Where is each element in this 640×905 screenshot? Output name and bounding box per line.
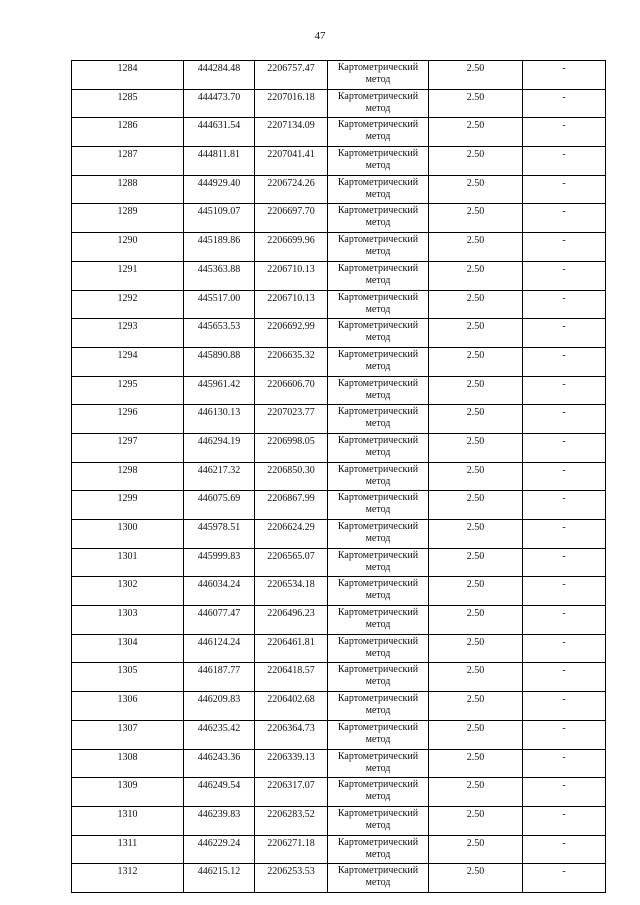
table-row xyxy=(72,491,606,520)
x-coordinate-cell: 445978.51 xyxy=(184,520,255,549)
method-cell: Картометрический метод xyxy=(328,606,429,635)
y-coordinate-cell: 2206624.29 xyxy=(255,520,328,549)
x-coordinate-cell: 445189.86 xyxy=(184,233,255,262)
x-coordinate-cell: 445999.83 xyxy=(184,548,255,577)
table-row xyxy=(72,290,606,319)
x-coordinate-cell: 446075.69 xyxy=(184,491,255,520)
coordinates-table-body xyxy=(72,61,606,893)
x-coordinate-cell: 446130.13 xyxy=(184,405,255,434)
x-coordinate-cell: 444631.54 xyxy=(184,118,255,147)
point-number-cell: 1284 xyxy=(72,61,184,90)
point-number-cell: 1289 xyxy=(72,204,184,233)
y-coordinate-cell: 2206692.99 xyxy=(255,319,328,348)
table-row xyxy=(72,778,606,807)
note-cell: - xyxy=(523,405,606,434)
note-cell: - xyxy=(523,778,606,807)
accuracy-cell: 2.50 xyxy=(429,204,523,233)
method-cell: Картометрический метод xyxy=(328,118,429,147)
method-cell: Картометрический метод xyxy=(328,634,429,663)
method-cell: Картометрический метод xyxy=(328,806,429,835)
y-coordinate-cell: 2206635.32 xyxy=(255,347,328,376)
method-cell: Картометрический метод xyxy=(328,347,429,376)
point-number-cell: 1307 xyxy=(72,720,184,749)
table-row xyxy=(72,204,606,233)
method-cell: Картометрический метод xyxy=(328,835,429,864)
note-cell: - xyxy=(523,118,606,147)
y-coordinate-cell: 2206757.47 xyxy=(255,61,328,90)
method-cell: Картометрический метод xyxy=(328,261,429,290)
point-number-cell: 1288 xyxy=(72,175,184,204)
accuracy-cell: 2.50 xyxy=(429,347,523,376)
x-coordinate-cell: 446034.24 xyxy=(184,577,255,606)
note-cell: - xyxy=(523,290,606,319)
accuracy-cell: 2.50 xyxy=(429,61,523,90)
accuracy-cell: 2.50 xyxy=(429,806,523,835)
y-coordinate-cell: 2207134.09 xyxy=(255,118,328,147)
note-cell: - xyxy=(523,204,606,233)
note-cell: - xyxy=(523,548,606,577)
x-coordinate-cell: 444473.70 xyxy=(184,89,255,118)
method-cell: Картометрический метод xyxy=(328,520,429,549)
coordinates-table xyxy=(71,60,606,893)
point-number-cell: 1297 xyxy=(72,433,184,462)
point-number-cell: 1310 xyxy=(72,806,184,835)
note-cell: - xyxy=(523,233,606,262)
note-cell: - xyxy=(523,720,606,749)
point-number-cell: 1303 xyxy=(72,606,184,635)
method-cell: Картометрический метод xyxy=(328,491,429,520)
table-row xyxy=(72,261,606,290)
table-row xyxy=(72,577,606,606)
y-coordinate-cell: 2206867.99 xyxy=(255,491,328,520)
note-cell: - xyxy=(523,692,606,721)
table-row xyxy=(72,347,606,376)
accuracy-cell: 2.50 xyxy=(429,405,523,434)
y-coordinate-cell: 2206724.26 xyxy=(255,175,328,204)
table-row xyxy=(72,749,606,778)
point-number-cell: 1292 xyxy=(72,290,184,319)
table-row xyxy=(72,89,606,118)
method-cell: Картометрический метод xyxy=(328,233,429,262)
method-cell: Картометрический метод xyxy=(328,749,429,778)
y-coordinate-cell: 2206283.52 xyxy=(255,806,328,835)
y-coordinate-cell: 2206565.07 xyxy=(255,548,328,577)
x-coordinate-cell: 446217.32 xyxy=(184,462,255,491)
x-coordinate-cell: 446187.77 xyxy=(184,663,255,692)
y-coordinate-cell: 2206402.68 xyxy=(255,692,328,721)
note-cell: - xyxy=(523,606,606,635)
point-number-cell: 1305 xyxy=(72,663,184,692)
y-coordinate-cell: 2206710.13 xyxy=(255,290,328,319)
point-number-cell: 1295 xyxy=(72,376,184,405)
accuracy-cell: 2.50 xyxy=(429,89,523,118)
x-coordinate-cell: 445890.88 xyxy=(184,347,255,376)
table-row xyxy=(72,806,606,835)
x-coordinate-cell: 446124.24 xyxy=(184,634,255,663)
point-number-cell: 1285 xyxy=(72,89,184,118)
method-cell: Картометрический метод xyxy=(328,778,429,807)
method-cell: Картометрический метод xyxy=(328,319,429,348)
y-coordinate-cell: 2206339.13 xyxy=(255,749,328,778)
note-cell: - xyxy=(523,261,606,290)
point-number-cell: 1294 xyxy=(72,347,184,376)
note-cell: - xyxy=(523,806,606,835)
method-cell: Картометрический метод xyxy=(328,577,429,606)
point-number-cell: 1287 xyxy=(72,147,184,176)
y-coordinate-cell: 2206534.18 xyxy=(255,577,328,606)
x-coordinate-cell: 444929.40 xyxy=(184,175,255,204)
note-cell: - xyxy=(523,634,606,663)
method-cell: Картометрический метод xyxy=(328,433,429,462)
method-cell: Картометрический метод xyxy=(328,147,429,176)
table-row xyxy=(72,864,606,893)
accuracy-cell: 2.50 xyxy=(429,663,523,692)
accuracy-cell: 2.50 xyxy=(429,749,523,778)
note-cell: - xyxy=(523,835,606,864)
table-row xyxy=(72,720,606,749)
accuracy-cell: 2.50 xyxy=(429,491,523,520)
note-cell: - xyxy=(523,433,606,462)
note-cell: - xyxy=(523,61,606,90)
table-row xyxy=(72,692,606,721)
accuracy-cell: 2.50 xyxy=(429,175,523,204)
note-cell: - xyxy=(523,577,606,606)
method-cell: Картометрический метод xyxy=(328,89,429,118)
accuracy-cell: 2.50 xyxy=(429,261,523,290)
x-coordinate-cell: 446215.12 xyxy=(184,864,255,893)
point-number-cell: 1286 xyxy=(72,118,184,147)
accuracy-cell: 2.50 xyxy=(429,835,523,864)
y-coordinate-cell: 2206253.53 xyxy=(255,864,328,893)
y-coordinate-cell: 2206697.70 xyxy=(255,204,328,233)
table-row xyxy=(72,663,606,692)
note-cell: - xyxy=(523,319,606,348)
y-coordinate-cell: 2206710.13 xyxy=(255,261,328,290)
y-coordinate-cell: 2206998.05 xyxy=(255,433,328,462)
table-row xyxy=(72,233,606,262)
method-cell: Картометрический метод xyxy=(328,720,429,749)
point-number-cell: 1293 xyxy=(72,319,184,348)
point-number-cell: 1306 xyxy=(72,692,184,721)
note-cell: - xyxy=(523,147,606,176)
accuracy-cell: 2.50 xyxy=(429,634,523,663)
point-number-cell: 1309 xyxy=(72,778,184,807)
accuracy-cell: 2.50 xyxy=(429,577,523,606)
x-coordinate-cell: 445961.42 xyxy=(184,376,255,405)
x-coordinate-cell: 445653.53 xyxy=(184,319,255,348)
y-coordinate-cell: 2206418.57 xyxy=(255,663,328,692)
method-cell: Картометрический метод xyxy=(328,175,429,204)
method-cell: Картометрический метод xyxy=(328,61,429,90)
method-cell: Картометрический метод xyxy=(328,663,429,692)
x-coordinate-cell: 446243.36 xyxy=(184,749,255,778)
point-number-cell: 1308 xyxy=(72,749,184,778)
x-coordinate-cell: 444811.81 xyxy=(184,147,255,176)
accuracy-cell: 2.50 xyxy=(429,290,523,319)
point-number-cell: 1301 xyxy=(72,548,184,577)
x-coordinate-cell: 445517.00 xyxy=(184,290,255,319)
accuracy-cell: 2.50 xyxy=(429,376,523,405)
table-row xyxy=(72,376,606,405)
note-cell: - xyxy=(523,347,606,376)
y-coordinate-cell: 2206364.73 xyxy=(255,720,328,749)
accuracy-cell: 2.50 xyxy=(429,692,523,721)
accuracy-cell: 2.50 xyxy=(429,319,523,348)
table-row xyxy=(72,147,606,176)
note-cell: - xyxy=(523,491,606,520)
y-coordinate-cell: 2206271.18 xyxy=(255,835,328,864)
table-row xyxy=(72,175,606,204)
x-coordinate-cell: 446209.83 xyxy=(184,692,255,721)
table-row xyxy=(72,606,606,635)
point-number-cell: 1311 xyxy=(72,835,184,864)
note-cell: - xyxy=(523,864,606,893)
point-number-cell: 1296 xyxy=(72,405,184,434)
accuracy-cell: 2.50 xyxy=(429,548,523,577)
point-number-cell: 1312 xyxy=(72,864,184,893)
method-cell: Картометрический метод xyxy=(328,548,429,577)
y-coordinate-cell: 2206461.81 xyxy=(255,634,328,663)
note-cell: - xyxy=(523,89,606,118)
table-row xyxy=(72,405,606,434)
point-number-cell: 1290 xyxy=(72,233,184,262)
table-row xyxy=(72,634,606,663)
note-cell: - xyxy=(523,175,606,204)
x-coordinate-cell: 446077.47 xyxy=(184,606,255,635)
table-row xyxy=(72,462,606,491)
method-cell: Картометрический метод xyxy=(328,405,429,434)
accuracy-cell: 2.50 xyxy=(429,864,523,893)
table-row xyxy=(72,520,606,549)
method-cell: Картометрический метод xyxy=(328,376,429,405)
point-number-cell: 1300 xyxy=(72,520,184,549)
page-number: 47 xyxy=(314,30,326,42)
point-number-cell: 1302 xyxy=(72,577,184,606)
x-coordinate-cell: 446294.19 xyxy=(184,433,255,462)
point-number-cell: 1299 xyxy=(72,491,184,520)
table-row xyxy=(72,61,606,90)
x-coordinate-cell: 446249.54 xyxy=(184,778,255,807)
y-coordinate-cell: 2207023.77 xyxy=(255,405,328,434)
point-number-cell: 1298 xyxy=(72,462,184,491)
table-row xyxy=(72,433,606,462)
x-coordinate-cell: 446235.42 xyxy=(184,720,255,749)
x-coordinate-cell: 445109.07 xyxy=(184,204,255,233)
note-cell: - xyxy=(523,663,606,692)
x-coordinate-cell: 445363.88 xyxy=(184,261,255,290)
accuracy-cell: 2.50 xyxy=(429,147,523,176)
y-coordinate-cell: 2207041.41 xyxy=(255,147,328,176)
table-row xyxy=(72,835,606,864)
note-cell: - xyxy=(523,376,606,405)
point-number-cell: 1304 xyxy=(72,634,184,663)
accuracy-cell: 2.50 xyxy=(429,433,523,462)
accuracy-cell: 2.50 xyxy=(429,462,523,491)
method-cell: Картометрический метод xyxy=(328,290,429,319)
y-coordinate-cell: 2206850.30 xyxy=(255,462,328,491)
accuracy-cell: 2.50 xyxy=(429,606,523,635)
note-cell: - xyxy=(523,749,606,778)
table-row xyxy=(72,118,606,147)
accuracy-cell: 2.50 xyxy=(429,118,523,147)
table-row xyxy=(72,319,606,348)
y-coordinate-cell: 2206496.23 xyxy=(255,606,328,635)
y-coordinate-cell: 2207016.18 xyxy=(255,89,328,118)
x-coordinate-cell: 444284.48 xyxy=(184,61,255,90)
x-coordinate-cell: 446229.24 xyxy=(184,835,255,864)
note-cell: - xyxy=(523,520,606,549)
table-row xyxy=(72,548,606,577)
accuracy-cell: 2.50 xyxy=(429,778,523,807)
accuracy-cell: 2.50 xyxy=(429,520,523,549)
note-cell: - xyxy=(523,462,606,491)
point-number-cell: 1291 xyxy=(72,261,184,290)
method-cell: Картометрический метод xyxy=(328,204,429,233)
y-coordinate-cell: 2206606.70 xyxy=(255,376,328,405)
method-cell: Картометрический метод xyxy=(328,864,429,893)
accuracy-cell: 2.50 xyxy=(429,233,523,262)
y-coordinate-cell: 2206699.96 xyxy=(255,233,328,262)
method-cell: Картометрический метод xyxy=(328,462,429,491)
accuracy-cell: 2.50 xyxy=(429,720,523,749)
method-cell: Картометрический метод xyxy=(328,692,429,721)
y-coordinate-cell: 2206317.07 xyxy=(255,778,328,807)
x-coordinate-cell: 446239.83 xyxy=(184,806,255,835)
